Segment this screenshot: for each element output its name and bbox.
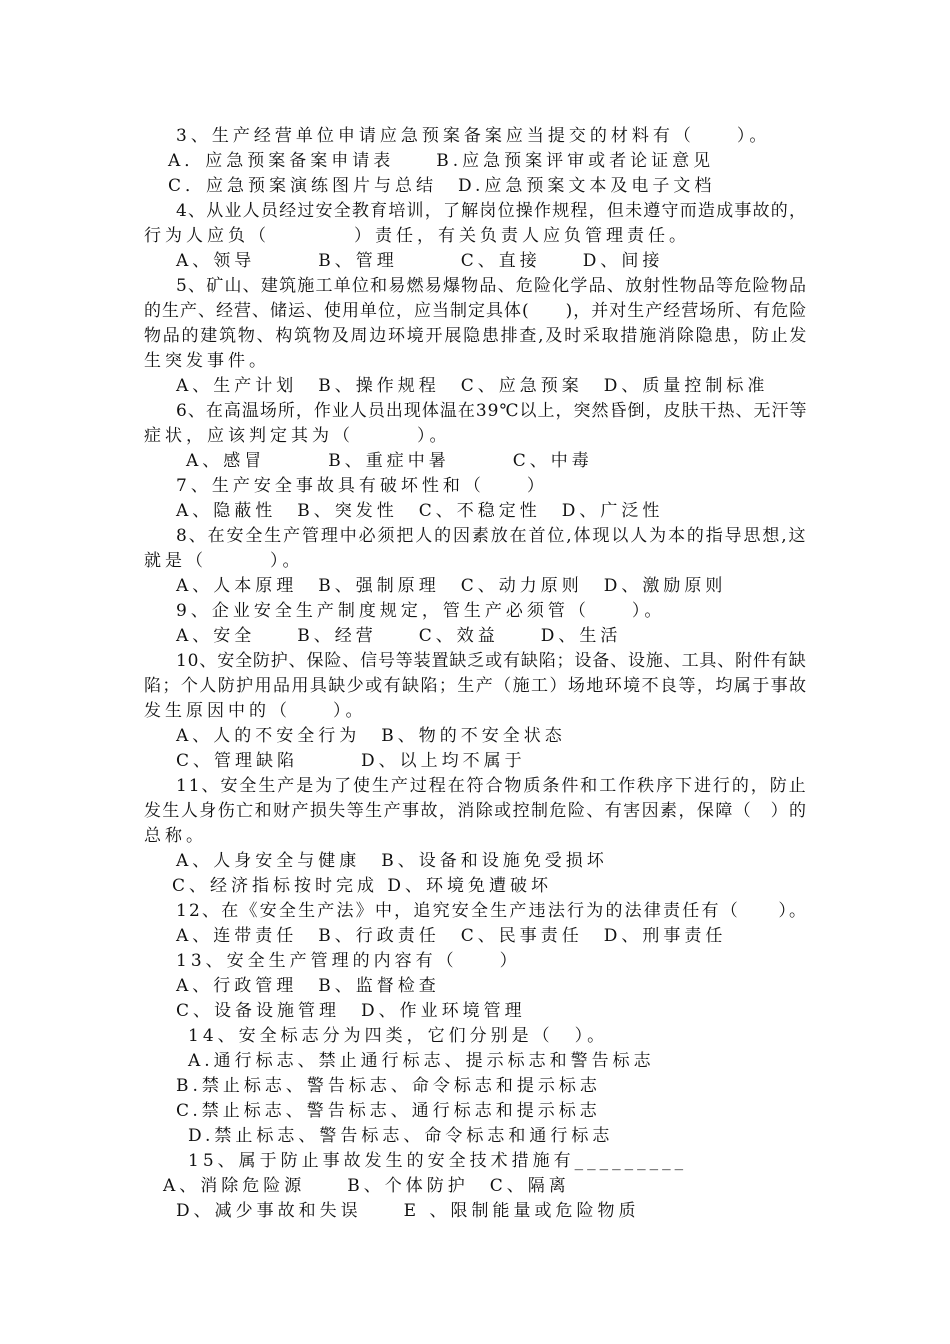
question-14-text: 14、安全标志分为四类，它们分别是（ ）。: [188, 1026, 609, 1046]
question-5-text-cont: 生突发事件。: [144, 351, 270, 371]
question-5-options: A、生产计划 B、操作规程 C、应急预案 D、质量控制标准: [176, 376, 769, 396]
question-14-option-b: B.禁止标志、警告标志、命令标志和提示标志: [176, 1076, 601, 1096]
question-11-text-cont: 发生人身伤亡和财产损失等生产事故，消除或控制危险、有害因素，保障（ ）的: [144, 801, 808, 821]
question-7-text: 7、生产安全事故具有破坏性和（ ）: [176, 476, 548, 496]
question-6-text: 6、在高温场所，作业人员出现体温在39℃以上，突然昏倒，皮肤干热、无汗等: [176, 401, 808, 421]
question-6-options: A、感冒 B、重症中暑 C、中毒: [186, 451, 593, 471]
question-13-text: 13、安全生产管理的内容有（ ）: [176, 951, 521, 971]
question-4-text-cont: 行为人应负（ ）责任，有关负责人应负管理责任。: [144, 226, 690, 246]
question-10-text: 10、安全防护、保险、信号等装置缺乏或有缺陷；设备、设施、工具、附件有缺: [176, 651, 807, 671]
question-4-text: 4、从业人员经过安全教育培训，了解岗位操作规程，但未遵守而造成事故的，: [176, 201, 808, 221]
question-10-options-ab: A、人的不安全行为 B、物的不安全状态: [176, 726, 566, 746]
question-10-text-cont: 发生原因中的（ ）。: [144, 701, 367, 721]
question-8-options: A、人本原理 B、强制原理 C、动力原则 D、激励原则: [176, 576, 727, 596]
question-11-options-ab: A、人身安全与健康 B、设备和设施免受损坏: [176, 851, 608, 871]
question-12-options: A、连带责任 B、行政责任 C、民事责任 D、刑事责任: [176, 926, 727, 946]
question-8-text-cont: 就是（ ）。: [144, 551, 304, 571]
question-5-text-cont: 的生产、经营、储运、使用单位，应当制定具体( )，并对生产经营场所、有危险: [144, 301, 808, 321]
question-6-text-cont: 症状，应该判定其为（ ）。: [144, 426, 451, 446]
question-11-text: 11、安全生产是为了使生产过程在符合物质条件和工作秩序下进行的，防止: [176, 776, 808, 796]
question-11-options-cd: C、经济指标按时完成 D、环境免遭破坏: [172, 876, 553, 896]
question-5-text-cont: 物品的建筑物、构筑物及周边环境开展隐患排查,及时采取措施消除隐患，防止发: [144, 326, 809, 346]
question-10-text-cont: 陷；个人防护用品用具缺少或有缺陷；生产（施工）场地环境不良等，均属于事故: [144, 676, 808, 696]
question-3-options-ab: A．应急预案备案申请表 B.应急预案评审或者论证意见: [168, 151, 715, 171]
question-14-option-d: D.禁止标志、警告标志、命令标志和通行标志: [188, 1126, 614, 1146]
question-3-options-cd: C．应急预案演练图片与总结 D.应急预案文本及电子文档: [168, 176, 716, 196]
question-7-options: A、隐蔽性 B、突发性 C、不稳定性 D、广泛性: [176, 501, 664, 521]
question-15-options-abc: A、消除危险源 B、个体防护 C、隔离: [163, 1176, 570, 1196]
question-4-options: A、领导 B、管理 C、直接 D、间接: [176, 251, 664, 271]
question-12-text: 12、在《安全生产法》中，追究安全生产违法行为的法律责任有（ ）。: [176, 901, 809, 921]
question-9-text: 9、企业安全生产制度规定，管生产必须管（ ）。: [176, 601, 666, 621]
question-11-text-cont: 总称。: [144, 826, 207, 846]
question-14-option-c: C.禁止标志、警告标志、通行标志和提示标志: [176, 1101, 601, 1121]
question-15-text: 15、属于防止事故发生的安全技术措施有_________: [188, 1151, 688, 1171]
question-3-text: 3、生产经营单位申请应急预案备案应当提交的材料有（ ）。: [176, 126, 771, 146]
question-13-options-cd: C、设备设施管理 D、作业环境管理: [176, 1001, 526, 1021]
question-9-options: A、安全 B、经营 C、效益 D、生活: [176, 626, 622, 646]
question-13-options-ab: A、行政管理 B、监督检查: [176, 976, 440, 996]
question-8-text: 8、在安全生产管理中必须把人的因素放在首位,体现以人为本的指导思想,这: [176, 526, 808, 546]
question-15-options-de: D、减少事故和失误 E 、限制能量或危险物质: [176, 1201, 640, 1221]
question-14-option-a: A.通行标志、禁止通行标志、提示标志和警告标志: [188, 1051, 655, 1071]
question-10-options-cd: C、管理缺陷 D、以上均不属于: [176, 751, 526, 771]
question-5-text: 5、矿山、建筑施工单位和易燃易爆物品、危险化学品、放射性物品等危险物品: [176, 276, 808, 296]
